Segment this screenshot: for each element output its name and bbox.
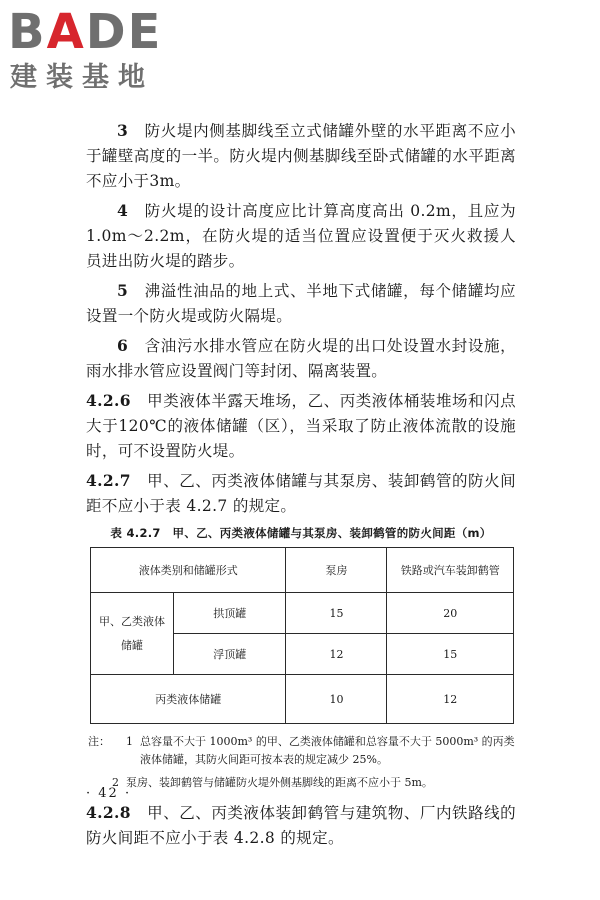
- logo-letter-a: A: [46, 4, 86, 60]
- pump-distance-cell: 10: [286, 675, 387, 724]
- paragraph-text: 防火堤内侧基脚线至立式储罐外壁的水平距离不应小于罐壁高度的一半。防火堤内侧基脚线至卧式储罐的水平距离不应小于3m。: [86, 122, 516, 190]
- note-text: 总容量不大于 1000m³ 的甲、乙类液体储罐和总容量不大于 5000m³ 的丙类液体储罐，其防火间距可按本表的规定减少 25%。: [140, 735, 515, 766]
- header-liquid-type: 液体类别和储罐形式: [91, 548, 286, 593]
- section-number: 4.2.6: [86, 391, 131, 410]
- loading-distance-cell: 20: [387, 593, 514, 634]
- header-loading-arm: 铁路或汽车装卸鹤管: [387, 548, 514, 593]
- class-c-label-cell: 丙类液体储罐: [91, 675, 286, 724]
- logo-letter-b: B: [8, 4, 47, 60]
- section-text: 甲、乙、丙类液体储罐与其泵房、装卸鹤管的防火间距不应小于表 4.2.7 的规定。: [86, 472, 516, 515]
- item-number: 3: [117, 121, 129, 140]
- table-notes: [88, 733, 516, 792]
- fire-distance-table: [90, 547, 514, 724]
- loading-distance-cell: 15: [387, 634, 514, 675]
- paragraph-3: [86, 118, 516, 194]
- item-number: 6: [117, 336, 129, 355]
- bade-logo: [8, 6, 178, 102]
- tank-type-cell: 拱顶罐: [174, 593, 286, 634]
- note-number: 2: [112, 776, 119, 789]
- section-number: 4.2.8: [86, 803, 131, 822]
- section-4-2-6: [86, 388, 516, 464]
- loading-distance-cell: 12: [387, 675, 514, 724]
- table-header-row: [91, 548, 514, 593]
- logo-wordmark: [8, 6, 162, 58]
- section-4-2-8: [86, 800, 516, 851]
- header-pump-room: 泵房: [286, 548, 387, 593]
- pump-distance-cell: 15: [286, 593, 387, 634]
- note-text: 泵房、装卸鹤管与储罐防火堤外侧基脚线的距离不应小于 5m。: [126, 776, 433, 789]
- paragraph-4: [86, 198, 516, 274]
- section-number: 4.2.7: [86, 471, 131, 490]
- paragraph-text: 含油污水排水管应在防火堤的出口处设置水封设施，雨水排水管应设置阀门等封闭、隔离装置。: [86, 337, 516, 380]
- group-label-cell: 甲、乙类液体储罐: [91, 593, 174, 675]
- logo-subtitle: 建装基地: [10, 62, 154, 93]
- paragraph-6: [86, 333, 516, 384]
- logo-letters-de: DE: [85, 4, 163, 60]
- paragraph-text: 沸溢性油品的地上式、半地下式储罐，每个储罐均应设置一个防火堤或防火隔堤。: [86, 282, 516, 325]
- table-caption: 表 4.2.7 甲、乙、丙类液体储罐与其泵房、装卸鹤管的防火间距（m）: [110, 526, 492, 540]
- section-text: 甲、乙、丙类液体装卸鹤管与建筑物、厂内铁路线的防火间距不应小于表 4.2.8 的规定。: [86, 804, 516, 847]
- table-row: [91, 593, 514, 634]
- paragraph-text: 防火堤的设计高度应比计算高度高出 0.2m，且应为 1.0m～2.2m，在防火堤的适当位置应设置便于灭火救援人员进出防火堤的踏步。: [86, 202, 516, 270]
- note-number: 1: [126, 735, 133, 748]
- item-number: 4: [117, 201, 129, 220]
- section-4-2-7: [86, 468, 516, 519]
- note-label: 注：: [88, 735, 110, 748]
- note-2: [88, 774, 516, 792]
- paragraph-5: [86, 278, 516, 329]
- page-number: · 42 ·: [86, 786, 132, 801]
- tank-type-cell: 浮顶罐: [174, 634, 286, 675]
- item-number: 5: [117, 281, 129, 300]
- table-row: [91, 675, 514, 724]
- document-body: [86, 118, 516, 851]
- note-1: [88, 733, 516, 769]
- pump-distance-cell: 12: [286, 634, 387, 675]
- section-text: 甲类液体半露天堆场，乙、丙类液体桶装堆场和闪点大于120℃的液体储罐（区），当采取了防止液体流散的设施时，可不设置防火堤。: [86, 392, 516, 460]
